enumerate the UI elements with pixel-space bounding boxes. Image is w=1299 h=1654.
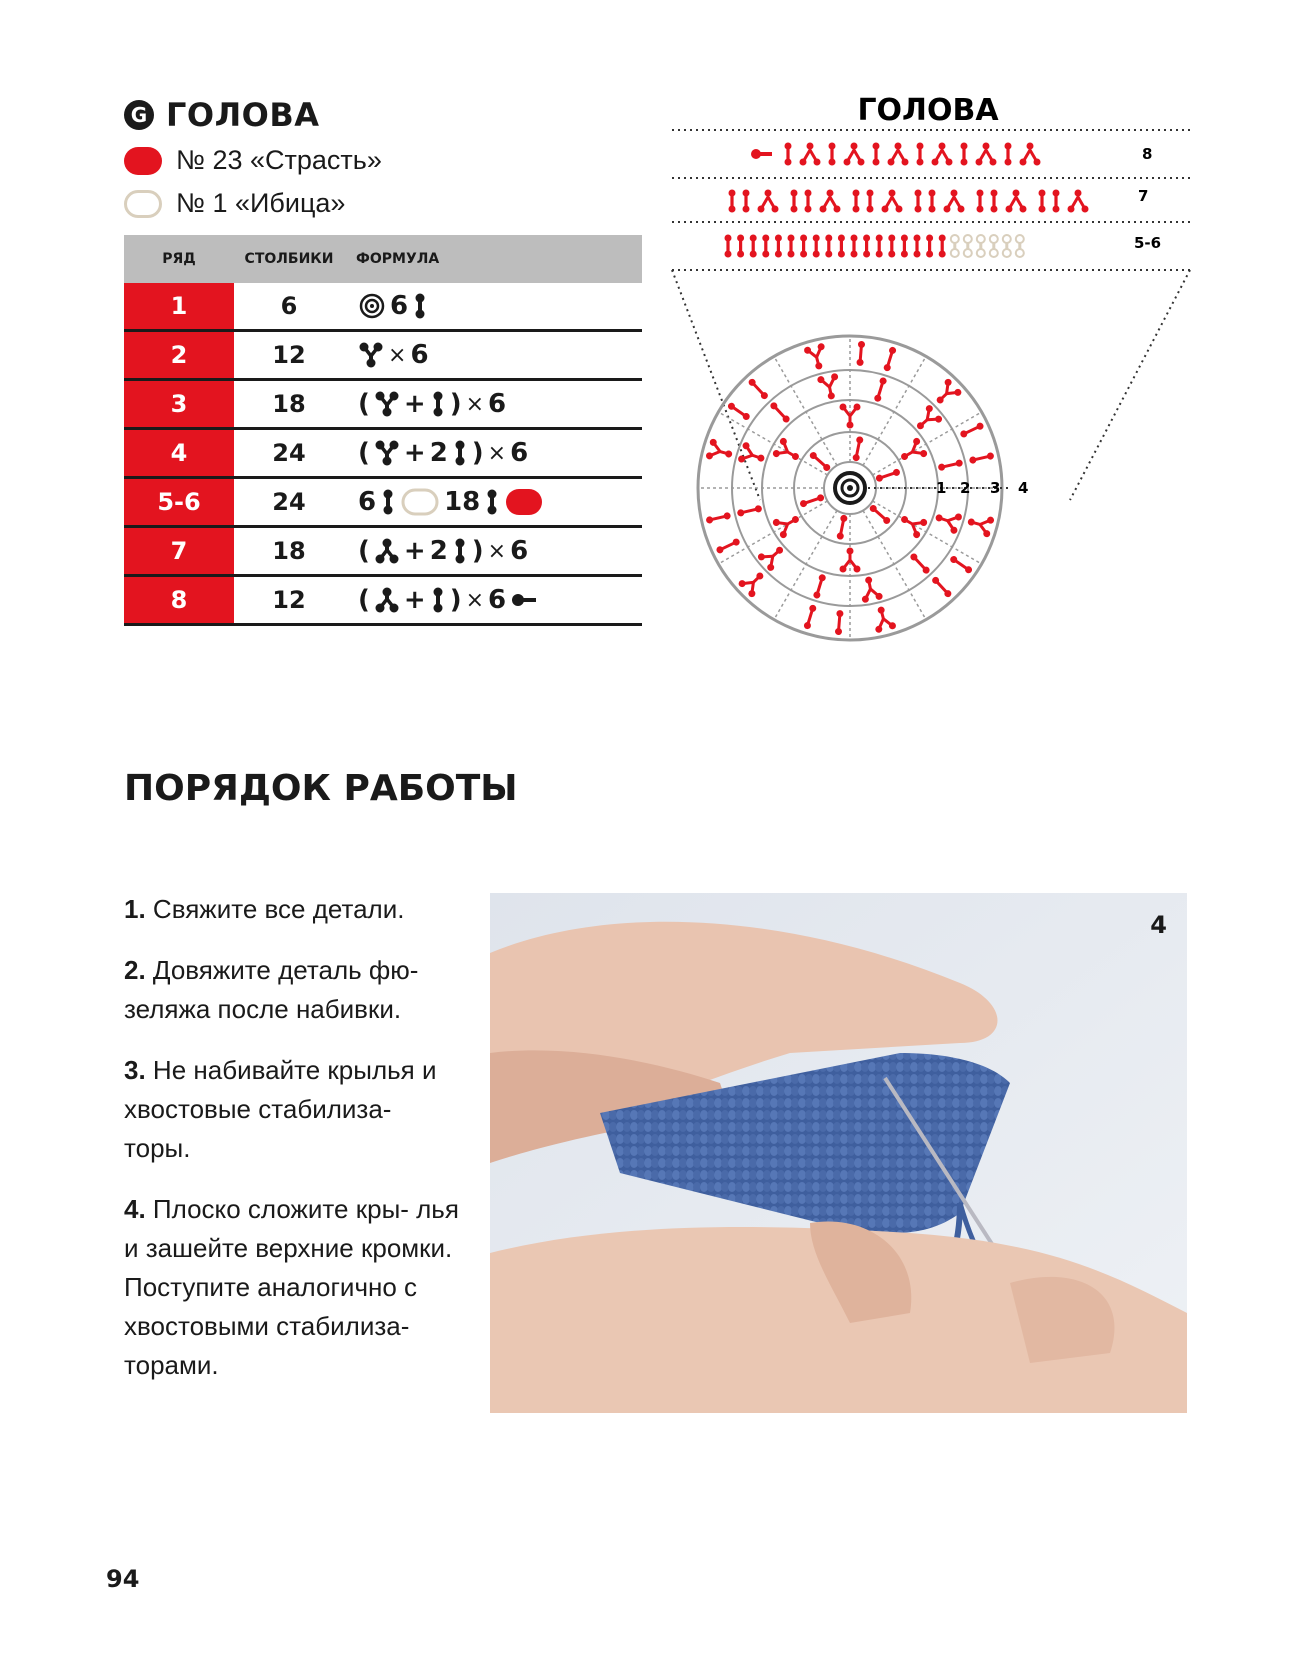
diagram-row-label-5-6: 5-6 (1134, 234, 1162, 252)
round-stitch (868, 504, 891, 526)
header-formula: ФОРМУЛА (356, 251, 440, 267)
formula-token: × (487, 440, 507, 466)
formula (344, 528, 642, 574)
stitch-mark (785, 143, 792, 166)
stitch-mark (901, 235, 908, 258)
row-number: 2 (124, 332, 234, 378)
sc-icon (431, 391, 445, 417)
table-body (124, 283, 642, 626)
step-1: 1. Свяжите все детали. (124, 894, 405, 924)
diagram-left-guide (672, 270, 760, 500)
formula-token: ) (449, 389, 462, 419)
stitch-count: 12 (272, 341, 306, 369)
round-stitch (836, 514, 848, 540)
pattern-table (124, 235, 642, 626)
formula-token: × (388, 342, 407, 368)
row-number: 7 (124, 528, 234, 574)
dec-mark (820, 190, 841, 213)
stitch-mark (775, 235, 782, 258)
header-stitches: СТОЛБИКИ (244, 251, 334, 267)
round-stitch (875, 468, 901, 483)
round-stitch (949, 555, 974, 575)
dec-mark (882, 190, 903, 213)
red-swatch-icon (505, 488, 543, 516)
formula-token: 6 (488, 585, 507, 615)
stitch-mark (788, 235, 795, 258)
round-stitch (803, 604, 817, 630)
row-number: 3 (124, 381, 234, 427)
cream-swatch-icon (401, 488, 439, 516)
photo-number: 4 (1150, 911, 1167, 939)
formula (344, 332, 642, 378)
stitch-mark (915, 190, 922, 213)
table-row (124, 479, 642, 528)
formula-token: ( (358, 536, 370, 566)
stitch-mark (914, 235, 921, 258)
dec-mark (932, 143, 953, 166)
round-stitch (835, 610, 844, 635)
table-row (124, 381, 642, 430)
stitch-mark (729, 190, 736, 213)
stitch-mark (939, 235, 946, 258)
formula-token: ( (358, 585, 370, 615)
dec-mark (976, 143, 997, 166)
yarn-label-red: № 23 «Страсть» (176, 145, 382, 175)
round-stitch (737, 505, 763, 517)
stitch-mark (725, 235, 732, 258)
formula-token: + (403, 585, 426, 615)
stitch-mark (737, 235, 744, 258)
formula-token: + (403, 438, 426, 468)
inc-icon (359, 342, 383, 368)
red-yarn-swatch-icon (124, 147, 162, 175)
stitch-mark (829, 143, 836, 166)
stitch-mark (800, 235, 807, 258)
diagram-row-label-8: 8 (1142, 145, 1153, 163)
crochet-diagram (670, 88, 1210, 648)
step-photo (490, 893, 1187, 1413)
stitch-mark (1005, 143, 1012, 166)
dec-mark (1068, 190, 1089, 213)
work-steps (124, 890, 464, 1407)
row-number: 8 (124, 577, 234, 623)
ring-number-2: 2 (960, 479, 971, 497)
formula-token: 6 (390, 291, 409, 321)
sc-icon (413, 293, 427, 319)
formula-token: 2 (429, 438, 448, 468)
step-2: 2. Довяжите деталь фю- зеляжа после набивки. (124, 955, 419, 1024)
round-inc (817, 373, 843, 402)
formula-token: 6 (410, 340, 429, 370)
stitch-mark-cream (1003, 235, 1011, 257)
stitch-mark-cream (977, 235, 985, 257)
inc-icon (375, 440, 399, 466)
formula-token: 2 (429, 536, 448, 566)
formula (344, 381, 642, 427)
formula-token: 6 (358, 487, 377, 517)
round-inc (870, 604, 897, 633)
round-stitch (959, 422, 985, 439)
diagram-title: ГОЛОВА (857, 93, 999, 128)
stitch-mark (929, 190, 936, 213)
formula-token: ( (358, 389, 370, 419)
stitch-mark (1039, 190, 1046, 213)
round-inc (705, 438, 735, 465)
yarn-legend-red (124, 145, 382, 176)
round-stitch (883, 346, 897, 372)
dec-mark (1020, 143, 1041, 166)
round-stitch (705, 512, 731, 524)
fasten-off-icon (511, 593, 537, 607)
stitch-mark-cream (964, 235, 972, 257)
stitch-mark (926, 235, 933, 258)
table-row (124, 332, 642, 381)
table-row (124, 430, 642, 479)
section-letter-badge: G (124, 100, 154, 130)
round-stitch (813, 573, 827, 599)
sc-icon (381, 489, 395, 515)
ring-number-3: 3 (990, 479, 1001, 497)
formula-token: ) (449, 585, 462, 615)
formula-token: + (403, 536, 426, 566)
round-stitch (715, 537, 741, 554)
ring-number-1: 1 (936, 479, 947, 497)
section-header (124, 96, 320, 134)
stitch-mark (1053, 190, 1060, 213)
stitch-mark (888, 235, 895, 258)
table-row (124, 577, 642, 626)
round-inc (756, 540, 789, 572)
stitch-mark (791, 190, 798, 213)
stitch-mark (876, 235, 883, 258)
stitch-mark (991, 190, 998, 213)
work-order-title: ПОРЯДОК РАБОТЫ (124, 768, 518, 809)
stitch-count: 6 (280, 292, 298, 320)
formula-token: × (465, 391, 485, 417)
round-stitch (909, 552, 931, 575)
formula-token: 6 (488, 389, 507, 419)
diagram-row-stitches (725, 143, 1089, 258)
round-stitch (969, 452, 995, 464)
row-number: 5-6 (124, 479, 234, 525)
round-inc (858, 575, 884, 604)
dec-mark (758, 190, 779, 213)
sc-icon (431, 587, 445, 613)
stitch-mark (838, 235, 845, 258)
round-inc (803, 342, 830, 371)
round-inc (737, 441, 767, 469)
diagram-row-label-7: 7 (1138, 187, 1149, 205)
stitch-mark-cream (951, 235, 959, 257)
sc-icon (485, 489, 499, 515)
dec-icon (375, 587, 399, 613)
step-4-extra: Поступите аналогично с хвостовыми стабилиза- торами. (124, 1272, 418, 1380)
formula-token: × (465, 587, 485, 613)
round-stitch (852, 436, 864, 462)
stitch-count: 24 (272, 488, 306, 516)
formula-token: + (403, 389, 426, 419)
formula (344, 430, 642, 476)
round-stitch (808, 451, 831, 473)
round-stitch (937, 459, 963, 471)
round-stitch (856, 341, 865, 366)
stitch-count: 18 (272, 390, 306, 418)
stitch-mark (853, 190, 860, 213)
stitch-count: 18 (272, 537, 306, 565)
inc-icon (375, 391, 399, 417)
stitch-mark-cream (990, 235, 998, 257)
section-title: ГОЛОВА (166, 96, 320, 134)
formula (344, 283, 642, 329)
dec-mark (800, 143, 821, 166)
stitch-mark (762, 235, 769, 258)
formula-token: 6 (510, 536, 529, 566)
table-row (124, 283, 642, 332)
step-4: 4. Плоско сложите кры- лья и зашейте верхние кромки. (124, 1194, 459, 1263)
round-stitch (747, 377, 769, 400)
formula-token: ) (471, 536, 484, 566)
row-number: 1 (124, 283, 234, 329)
step-3: 3. Не набивайте крылья и хвостовые стабилиза- торы. (124, 1055, 437, 1163)
stitch-count: 24 (272, 439, 306, 467)
round-stitch (799, 493, 825, 508)
formula-token: 6 (510, 438, 529, 468)
stitch-mark (873, 143, 880, 166)
table-row (124, 528, 642, 577)
page-number: 94 (106, 1565, 140, 1593)
magic-ring-dot (847, 485, 853, 491)
stitch-mark (863, 235, 870, 258)
dec-mark (888, 143, 909, 166)
ring-icon (359, 293, 385, 319)
stitch-mark (813, 235, 820, 258)
yarn-label-cream: № 1 «Ибица» (176, 188, 346, 218)
dec-icon (375, 538, 399, 564)
formula (344, 479, 642, 525)
formula-token: ) (471, 438, 484, 468)
photo-illustration (490, 893, 1187, 1413)
dec-mark (944, 190, 965, 213)
stitch-mark-cream (1016, 235, 1024, 257)
stitch-mark (977, 190, 984, 213)
cream-yarn-swatch-icon (124, 190, 162, 218)
round-stitch (769, 401, 791, 424)
table-header (124, 235, 642, 283)
stitch-mark (851, 235, 858, 258)
formula-token: × (487, 538, 507, 564)
fasten-off-tail (756, 152, 772, 156)
formula-token: 18 (444, 487, 481, 517)
diagram-right-guide (1070, 270, 1190, 500)
dec-mark (1006, 190, 1027, 213)
formula (344, 577, 642, 623)
row-number: 4 (124, 430, 234, 476)
round-stitch (873, 377, 887, 403)
sc-icon (453, 538, 467, 564)
sc-icon (453, 440, 467, 466)
stitch-mark (750, 235, 757, 258)
round-stitch (931, 575, 953, 598)
round-inc (932, 507, 962, 535)
stitch-mark (961, 143, 968, 166)
round-inc (911, 404, 944, 436)
header-row: РЯД (162, 251, 196, 267)
stitch-mark (825, 235, 832, 258)
stitch-mark (917, 143, 924, 166)
stitch-mark (743, 190, 750, 213)
stitch-mark (867, 190, 874, 213)
yarn-legend-cream (124, 188, 345, 219)
dec-mark (844, 143, 865, 166)
stitch-mark (805, 190, 812, 213)
formula-token: ( (358, 438, 370, 468)
stitch-count: 12 (272, 586, 306, 614)
round-stitch (727, 401, 752, 421)
ring-number-4: 4 (1018, 479, 1029, 497)
round-inc (965, 511, 995, 538)
